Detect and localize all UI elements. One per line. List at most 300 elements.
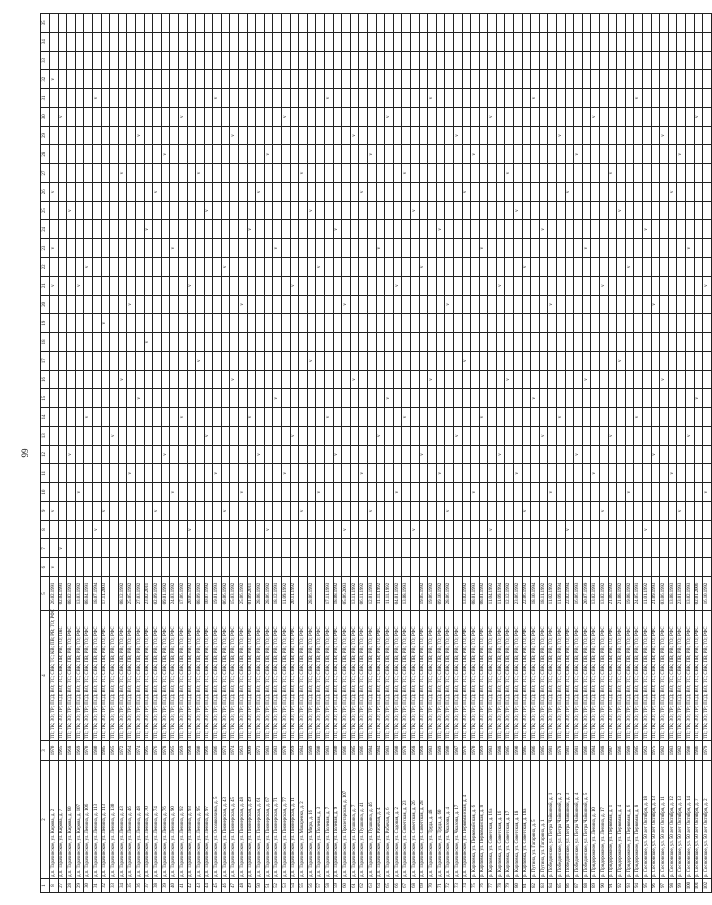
cell-col-6	[488, 557, 497, 576]
cell-year: 1985	[522, 740, 531, 760]
cell-col-20	[350, 295, 359, 314]
cell-col-18	[582, 332, 591, 351]
cell-col-17	[290, 351, 299, 370]
cell-col-30	[350, 107, 359, 126]
cell-col-24	[600, 219, 609, 238]
cell-addr: р. Придорожное, ул. Первомая, д. 1	[608, 760, 617, 878]
cell-col-11	[402, 463, 411, 482]
cell-col-12	[608, 445, 617, 464]
cell-col-28	[118, 144, 127, 163]
cell-col-10	[161, 482, 170, 501]
cell-ratio: ТП; ТК; ЗО; ТР; ПСД; ВО; ТС; СВК; ПВ; РВ; ТО; РФС	[419, 610, 428, 740]
cell-col-24: v	[539, 219, 548, 238]
cell-col-14	[170, 407, 179, 426]
table-row	[505, 13, 514, 892]
cell-col-15	[290, 388, 299, 407]
cell-col-16	[161, 370, 170, 389]
cell-col-24	[127, 219, 136, 238]
cell-col-23	[153, 238, 162, 257]
cell-col-19	[118, 313, 127, 332]
cell-col-15	[703, 388, 712, 407]
cell-col-6	[58, 557, 67, 576]
cell-col-30	[299, 107, 308, 126]
cell-col-29	[50, 126, 59, 145]
cell-col-27	[625, 163, 634, 182]
cell-col-34	[471, 32, 480, 51]
cell-col-11	[557, 463, 566, 482]
cell-ratio: ТП; ТК; ЗО; ТР; ПСД; ВО; ТС; СВК; ПВ; РВ; ТО; РФС	[574, 610, 583, 740]
cell-col-25	[608, 201, 617, 220]
column-header-6: 6	[41, 557, 50, 576]
cell-col-29	[574, 126, 583, 145]
cell-year: 1980	[333, 740, 342, 760]
cell-col-17	[582, 351, 591, 370]
cell-col-13	[625, 426, 634, 445]
cell-col-15	[376, 388, 385, 407]
cell-col-17	[436, 351, 445, 370]
cell-col-18	[668, 332, 677, 351]
cell-col-26: v	[256, 182, 265, 201]
cell-col-21	[127, 276, 136, 295]
cell-addr: д.п. Тарачинское, ул. Пионерская, д. 11	[290, 760, 299, 878]
cell-col-22	[50, 257, 59, 276]
cell-col-14	[617, 407, 626, 426]
cell-col-25	[436, 201, 445, 220]
cell-col-20	[247, 295, 256, 314]
cell-year: 1974	[230, 740, 239, 760]
cell-year: 1970	[84, 740, 93, 760]
cell-col-35	[600, 13, 609, 32]
cell-col-8	[144, 520, 153, 539]
cell-addr: д.п. Тарачинское, ул. Первомайская, д. 4	[462, 760, 471, 878]
cell-col-16	[703, 370, 712, 389]
table-row	[608, 13, 617, 892]
cell-col-29	[531, 126, 540, 145]
cell-col-28	[110, 144, 119, 163]
cell-col-29	[221, 126, 230, 145]
cell-col-6	[668, 557, 677, 576]
cell-col-20	[196, 295, 205, 314]
cell-col-13	[350, 426, 359, 445]
cell-col-12	[531, 445, 540, 464]
cell-col-20	[110, 295, 119, 314]
cell-col-25	[325, 201, 334, 220]
cell-col-7	[221, 538, 230, 557]
cell-col-12	[144, 445, 153, 464]
cell-col-31	[608, 88, 617, 107]
cell-col-16	[539, 370, 548, 389]
cell-col-13	[668, 426, 677, 445]
cell-n: 57	[316, 878, 325, 892]
cell-col-10	[574, 482, 583, 501]
cell-ratio: ТП; ТК; ЗО; ТР; ПСД; ВО; ТС; СВК; ПВ; РВ; ТО; РФС	[608, 610, 617, 740]
cell-col-7	[127, 538, 136, 557]
cell-col-29	[282, 126, 291, 145]
cell-col-25: v	[410, 201, 419, 220]
cell-col-11	[634, 463, 643, 482]
cell-n: 75	[471, 878, 480, 892]
cell-year: 1968	[419, 740, 428, 760]
cell-col-30	[187, 107, 196, 126]
cell-col-10	[290, 482, 299, 501]
cell-col-13	[92, 426, 101, 445]
cell-n: 50	[256, 878, 265, 892]
cell-n: 96	[651, 878, 660, 892]
cell-col-24: v	[247, 219, 256, 238]
cell-col-7	[462, 538, 471, 557]
cell-year: 1978	[161, 740, 170, 760]
cell-col-22	[428, 257, 437, 276]
cell-col-21	[325, 276, 334, 295]
cell-col-13	[574, 426, 583, 445]
cell-col-25	[299, 201, 308, 220]
cell-date: 13.02.1991	[591, 576, 600, 610]
cell-date: 16.06.1993	[574, 576, 583, 610]
cell-col-30	[471, 107, 480, 126]
cell-col-19	[350, 313, 359, 332]
cell-col-23	[445, 238, 454, 257]
table-row	[531, 13, 540, 892]
cell-addr: д.п. Тарачинское, ул. Советская, д. 23	[402, 760, 411, 878]
cell-col-23	[634, 238, 643, 257]
cell-col-23	[282, 238, 291, 257]
cell-col-25	[118, 201, 127, 220]
cell-col-12	[196, 445, 205, 464]
cell-col-30	[462, 107, 471, 126]
cell-col-24	[153, 219, 162, 238]
cell-col-6	[359, 557, 368, 576]
cell-col-17	[522, 351, 531, 370]
cell-col-14	[213, 407, 222, 426]
column-header-2: 2	[41, 760, 50, 878]
cell-col-20	[135, 295, 144, 314]
cell-col-28	[436, 144, 445, 163]
cell-addr: р. Карповка, ул. Советская, д. 17	[505, 760, 514, 878]
cell-col-28	[685, 144, 694, 163]
cell-col-16	[479, 370, 488, 389]
cell-col-26	[651, 182, 660, 201]
cell-col-11	[685, 463, 694, 482]
column-header-9: 9	[41, 501, 50, 520]
cell-ratio: ТП; ТК; ЗО; ТР; ПСД; ВО; ТС; СВК; ПВ; РВ; ТО; РФС	[488, 610, 497, 740]
cell-col-7	[660, 538, 669, 557]
cell-col-32	[677, 69, 686, 88]
table-header-row	[41, 13, 50, 892]
cell-col-17	[453, 351, 462, 370]
cell-col-9: v	[600, 501, 609, 520]
cell-col-14	[548, 407, 557, 426]
cell-ratio: ТП; ТК; ЗО; ТР; ПСД; ВО; ТС; СВК; ПВ; РВ; ТО; РФС	[531, 610, 540, 740]
cell-col-20: v	[548, 295, 557, 314]
cell-col-10	[273, 482, 282, 501]
cell-col-12	[694, 445, 703, 464]
cell-n: 59	[333, 878, 342, 892]
cell-col-19	[479, 313, 488, 332]
cell-col-27	[453, 163, 462, 182]
cell-col-10	[325, 482, 334, 501]
cell-col-12	[428, 445, 437, 464]
cell-col-22	[196, 257, 205, 276]
cell-col-16	[213, 370, 222, 389]
cell-col-10	[376, 482, 385, 501]
cell-col-7	[677, 538, 686, 557]
cell-col-22	[591, 257, 600, 276]
cell-col-32	[505, 69, 514, 88]
cell-col-12	[75, 445, 84, 464]
cell-col-11: v	[282, 463, 291, 482]
cell-col-7	[514, 538, 523, 557]
cell-col-22	[187, 257, 196, 276]
cell-col-17	[660, 351, 669, 370]
cell-col-33	[677, 51, 686, 70]
cell-col-32	[445, 69, 454, 88]
cell-col-19	[75, 313, 84, 332]
cell-col-33	[393, 51, 402, 70]
cell-col-30	[342, 107, 351, 126]
cell-col-25: v	[514, 201, 523, 220]
cell-col-19	[367, 313, 376, 332]
cell-col-32	[92, 69, 101, 88]
cell-col-14	[428, 407, 437, 426]
cell-col-21	[282, 276, 291, 295]
cell-col-26	[247, 182, 256, 201]
cell-col-26	[453, 182, 462, 201]
cell-n: 82	[531, 878, 540, 892]
cell-col-25	[196, 201, 205, 220]
cell-col-25	[273, 201, 282, 220]
cell-col-34	[642, 32, 651, 51]
cell-col-23	[135, 238, 144, 257]
cell-col-34	[677, 32, 686, 51]
cell-col-29	[170, 126, 179, 145]
cell-col-15	[213, 388, 222, 407]
cell-addr: д.п. Тарачинское, ул. Чкалова, д. 17	[453, 760, 462, 878]
cell-addr: д.п. Тарачинское, ул. Кирова, д. 107	[75, 760, 84, 878]
cell-ratio: ТП; ТК; ЗО; ТР; ПСД; ВО; ТС; СВК; ПВ; РВ; ТО; РФС	[402, 610, 411, 740]
cell-col-16	[282, 370, 291, 389]
cell-col-23	[92, 238, 101, 257]
cell-col-26	[419, 182, 428, 201]
cell-col-35	[557, 13, 566, 32]
cell-col-32	[299, 69, 308, 88]
cell-col-23	[144, 238, 153, 257]
cell-col-7	[539, 538, 548, 557]
cell-col-22	[307, 257, 316, 276]
cell-col-12	[101, 445, 110, 464]
cell-col-28	[221, 144, 230, 163]
cell-col-14	[608, 407, 617, 426]
cell-col-11	[471, 463, 480, 482]
cell-col-8	[548, 520, 557, 539]
cell-col-21	[402, 276, 411, 295]
cell-col-35	[642, 13, 651, 32]
cell-col-29	[75, 126, 84, 145]
cell-col-24	[273, 219, 282, 238]
cell-addr: д.п. Тарачинское, ул. Советская, д. 26	[410, 760, 419, 878]
cell-col-24	[462, 219, 471, 238]
cell-col-28	[496, 144, 505, 163]
cell-col-18	[101, 332, 110, 351]
cell-col-19	[84, 313, 93, 332]
cell-col-19	[110, 313, 119, 332]
table-row	[264, 13, 273, 892]
cell-col-18	[342, 332, 351, 351]
cell-col-29	[110, 126, 119, 145]
cell-col-33	[548, 51, 557, 70]
table-row	[144, 13, 153, 892]
cell-col-10	[685, 482, 694, 501]
cell-col-10: v	[239, 482, 248, 501]
table-row	[574, 13, 583, 892]
cell-col-23	[703, 238, 712, 257]
cell-ratio: ТП; ТК; ЗО; ТР; ПСД; ВО; ТС; СВК; ПВ; РВ; ТО; РФС	[600, 610, 609, 740]
cell-col-27	[290, 163, 299, 182]
cell-col-19	[428, 313, 437, 332]
cell-year: 1984	[367, 740, 376, 760]
cell-col-9	[307, 501, 316, 520]
cell-col-14	[436, 407, 445, 426]
cell-col-32	[110, 69, 119, 88]
cell-col-31	[187, 88, 196, 107]
cell-col-17	[359, 351, 368, 370]
cell-col-12	[153, 445, 162, 464]
cell-col-20	[161, 295, 170, 314]
column-header-19: 19	[41, 313, 50, 332]
cell-col-35	[196, 13, 205, 32]
cell-col-6	[247, 557, 256, 576]
cell-col-15	[50, 388, 59, 407]
cell-col-14	[290, 407, 299, 426]
cell-col-16	[247, 370, 256, 389]
table-row	[84, 13, 93, 892]
cell-col-31	[178, 88, 187, 107]
cell-col-27	[531, 163, 540, 182]
cell-year: 1980	[196, 740, 205, 760]
cell-col-26	[307, 182, 316, 201]
cell-col-31	[393, 88, 402, 107]
cell-ratio: ТП; ТК; ЗО; ТР; ПСД; ВО; ТС; СВК; ПВ; РВ; ТО; РФС	[299, 610, 308, 740]
cell-col-24	[161, 219, 170, 238]
cell-year: 1965	[144, 740, 153, 760]
cell-col-28	[428, 144, 437, 163]
cell-col-33	[350, 51, 359, 70]
cell-col-26	[342, 182, 351, 201]
cell-col-9	[410, 501, 419, 520]
cell-col-13: v	[376, 426, 385, 445]
cell-col-20	[436, 295, 445, 314]
cell-col-6	[634, 557, 643, 576]
cell-col-23	[651, 238, 660, 257]
cell-col-20	[367, 295, 376, 314]
cell-col-11	[170, 463, 179, 482]
cell-ratio: ТП; ТК; ЗО; ТР; ПСД; ВО; ТС; СВК; ПВ; РВ; ТО; РФС	[367, 610, 376, 740]
cell-col-24	[170, 219, 179, 238]
cell-col-14	[496, 407, 505, 426]
cell-col-28	[325, 144, 334, 163]
cell-col-19	[204, 313, 213, 332]
cell-date: 18.11.1992	[539, 576, 548, 610]
cell-col-24	[58, 219, 67, 238]
cell-col-9: v	[50, 501, 59, 520]
cell-col-34	[376, 32, 385, 51]
cell-col-22: v	[522, 257, 531, 276]
cell-col-29	[196, 126, 205, 145]
cell-col-8	[419, 520, 428, 539]
cell-col-35	[668, 13, 677, 32]
cell-col-15	[617, 388, 626, 407]
column-header-23: 23	[41, 238, 50, 257]
cell-col-9	[273, 501, 282, 520]
cell-col-8	[445, 520, 454, 539]
cell-col-26	[230, 182, 239, 201]
cell-col-14	[187, 407, 196, 426]
cell-col-33	[247, 51, 256, 70]
cell-col-33	[196, 51, 205, 70]
cell-n: 73	[453, 878, 462, 892]
cell-col-35	[273, 13, 282, 32]
cell-col-13	[694, 426, 703, 445]
cell-col-30	[273, 107, 282, 126]
cell-col-35	[462, 13, 471, 32]
cell-col-29	[462, 126, 471, 145]
cell-col-31: v	[428, 88, 437, 107]
cell-col-15	[367, 388, 376, 407]
cell-col-14	[307, 407, 316, 426]
cell-col-10	[204, 482, 213, 501]
cell-col-16: v	[118, 370, 127, 389]
cell-col-14	[685, 407, 694, 426]
cell-col-15	[625, 388, 634, 407]
cell-col-11	[247, 463, 256, 482]
document-page	[20, 13, 709, 893]
cell-col-31	[342, 88, 351, 107]
cell-addr: д.п. Тарачинское, ул. Кирова, д. 2	[50, 760, 59, 878]
cell-col-9	[514, 501, 523, 520]
cell-n: 90	[600, 878, 609, 892]
cell-year: 1980	[316, 740, 325, 760]
cell-col-17: v	[196, 351, 205, 370]
cell-addr: д.п. Тарачинское, ул. Полевая, д. 7	[325, 760, 334, 878]
cell-col-31	[625, 88, 634, 107]
cell-col-12	[350, 445, 359, 464]
cell-col-12: v	[496, 445, 505, 464]
cell-col-7	[170, 538, 179, 557]
cell-col-9	[402, 501, 411, 520]
cell-col-34	[84, 32, 93, 51]
cell-col-9: v	[677, 501, 686, 520]
cell-col-14	[350, 407, 359, 426]
cell-col-21	[436, 276, 445, 295]
cell-col-8	[557, 520, 566, 539]
cell-col-16	[591, 370, 600, 389]
cell-col-28	[299, 144, 308, 163]
cell-col-6	[110, 557, 119, 576]
cell-col-17	[135, 351, 144, 370]
cell-col-23	[239, 238, 248, 257]
cell-col-17	[402, 351, 411, 370]
cell-col-32	[625, 69, 634, 88]
cell-col-25	[660, 201, 669, 220]
cell-col-9	[703, 501, 712, 520]
cell-col-12	[642, 445, 651, 464]
cell-col-7	[239, 538, 248, 557]
cell-col-6	[600, 557, 609, 576]
cell-col-12	[471, 445, 480, 464]
cell-col-12	[625, 445, 634, 464]
cell-col-20	[316, 295, 325, 314]
column-header-1: 1	[41, 878, 50, 892]
cell-col-6	[221, 557, 230, 576]
